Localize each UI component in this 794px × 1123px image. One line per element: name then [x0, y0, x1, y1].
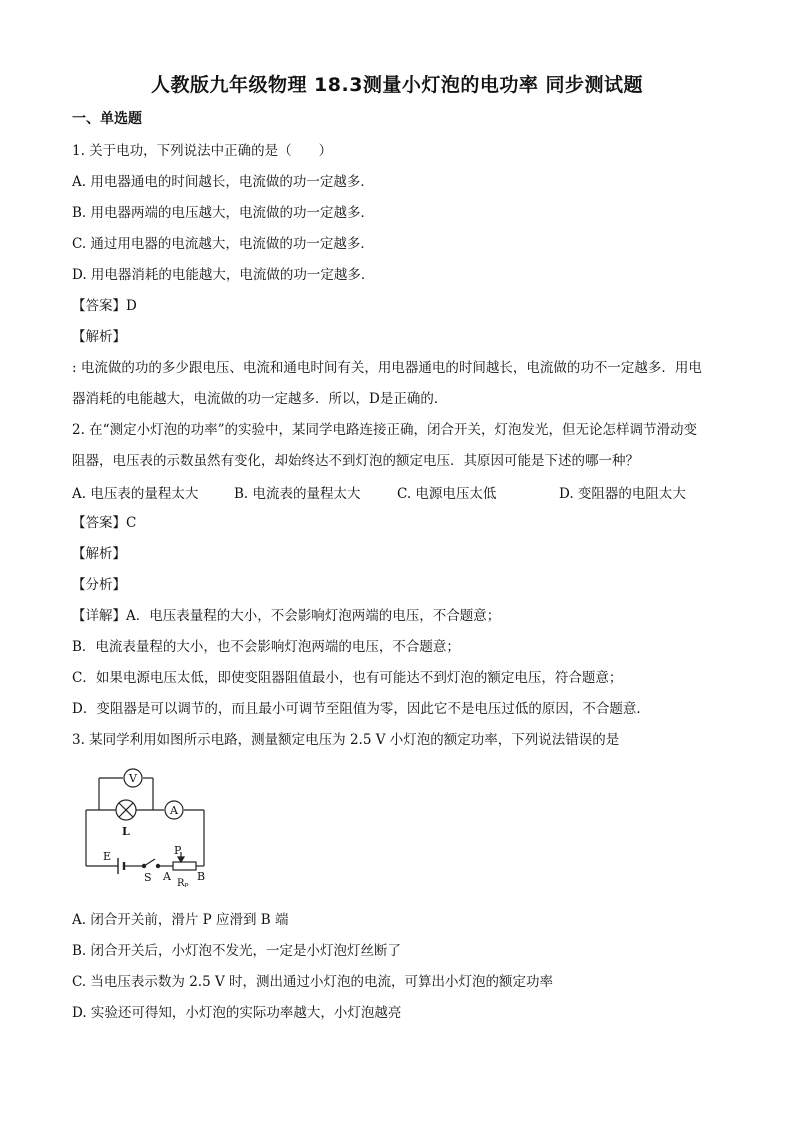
switch-symbol: [142, 859, 159, 868]
q3-option-a: A. 闭合开关前，滑片 P 应滑到 B 端: [72, 912, 289, 928]
q2-analysis-label: 【解析】: [72, 546, 126, 562]
q2-options: [72, 482, 732, 502]
q3-option-c: C. 当电压表示数为 2.5 V 时，测出通过小灯泡的电流，可算出小灯泡的额定功率: [72, 974, 554, 990]
rheostat-label: Rₚ: [177, 878, 189, 889]
q2-stem-line-2: 阻器，电压表的示数虽然有变化，却始终达不到灯泡的额定电压．其原因可能是下述的哪一种？: [72, 453, 639, 469]
ammeter-label: A: [170, 804, 178, 817]
q1-option-d: D. 用电器消耗的电能越大，电流做的功一定越多．: [72, 267, 375, 283]
page-title: 人教版九年级物理 18.3测量小灯泡的电功率 同步测试题: [150, 74, 644, 96]
end-a-label: A: [163, 870, 171, 883]
q2-option-b: B. 电流表的量程太大: [234, 486, 361, 502]
q2-detail-2: B．电流表量程的大小，也不会影响灯泡两端的电压，不合题意；: [72, 639, 460, 655]
battery-label: E: [103, 850, 112, 863]
battery-symbol: [118, 858, 128, 874]
q1-stem: 1. 关于电功，下列说法中正确的是（ ）: [72, 143, 333, 159]
q1-answer: 【答案】D: [72, 298, 137, 314]
q2-detail-1: 【详解】A．电压表量程的大小，不会影响灯泡两端的电压，不合题意；: [72, 608, 501, 624]
q3-stem: 3. 某同学利用如图所示电路，测量额定电压为 2.5 V 小灯泡的额定功率，下列说法错误的是: [72, 732, 620, 748]
q3-option-b: B. 闭合开关后，小灯泡不发光，一定是小灯泡灯丝断了: [72, 943, 402, 959]
circuit-diagram: [78, 768, 228, 890]
switch-label: S: [144, 871, 152, 884]
q2-option-d: D. 变阻器的电阻太大: [559, 486, 686, 502]
lamp-label: L: [122, 825, 130, 838]
q2-detail-3: C．如果电源电压太低，即使变阻器阻值最小，也有可能达不到灯泡的额定电压，符合题意；: [72, 670, 623, 686]
q3-option-d: D. 实验还可得知，小灯泡的实际功率越大，小灯泡越亮: [72, 1005, 402, 1021]
q2-option-a: A. 电压表的量程太大: [72, 486, 199, 502]
slider-label: P: [174, 844, 182, 857]
q1-analysis-line-1: : 电流做的功的多少跟电压、电流和通电时间有关，用电器通电的时间越长，电流做的功不一定越多．用电: [72, 360, 702, 376]
q2-detail-4: D．变阻器是可以调节的，而且最小可调节至阻值为零，因此它不是电压过低的原因，不合题意．: [72, 701, 650, 717]
lamp-symbol: [116, 800, 136, 820]
q2-answer: 【答案】C: [72, 515, 137, 531]
q1-option-b: B. 用电器两端的电压越大，电流做的功一定越多．: [72, 205, 375, 221]
q2-option-c: C. 电源电压太低: [397, 486, 497, 502]
section-heading: 一、单选题: [72, 111, 142, 127]
q1-option-c: C. 通过用电器的电流越大，电流做的功一定越多．: [72, 236, 374, 252]
q1-option-a: A. 用电器通电的时间越长，电流做的功一定越多．: [72, 174, 374, 190]
end-b-label: B: [197, 870, 206, 883]
voltmeter-label: V: [129, 772, 137, 785]
q2-fenxi-label: 【分析】: [72, 577, 126, 593]
q1-analysis-line-2: 器消耗的电能越大，电流做的功一定越多．所以，D是正确的．: [72, 391, 448, 407]
q2-stem-line-1: 2. 在“测定小灯泡的功率”的实验中，某同学电路连接正确，闭合开关，灯泡发光，但无论怎样调节滑动变: [72, 422, 697, 438]
q1-analysis-label: 【解析】: [72, 329, 126, 345]
